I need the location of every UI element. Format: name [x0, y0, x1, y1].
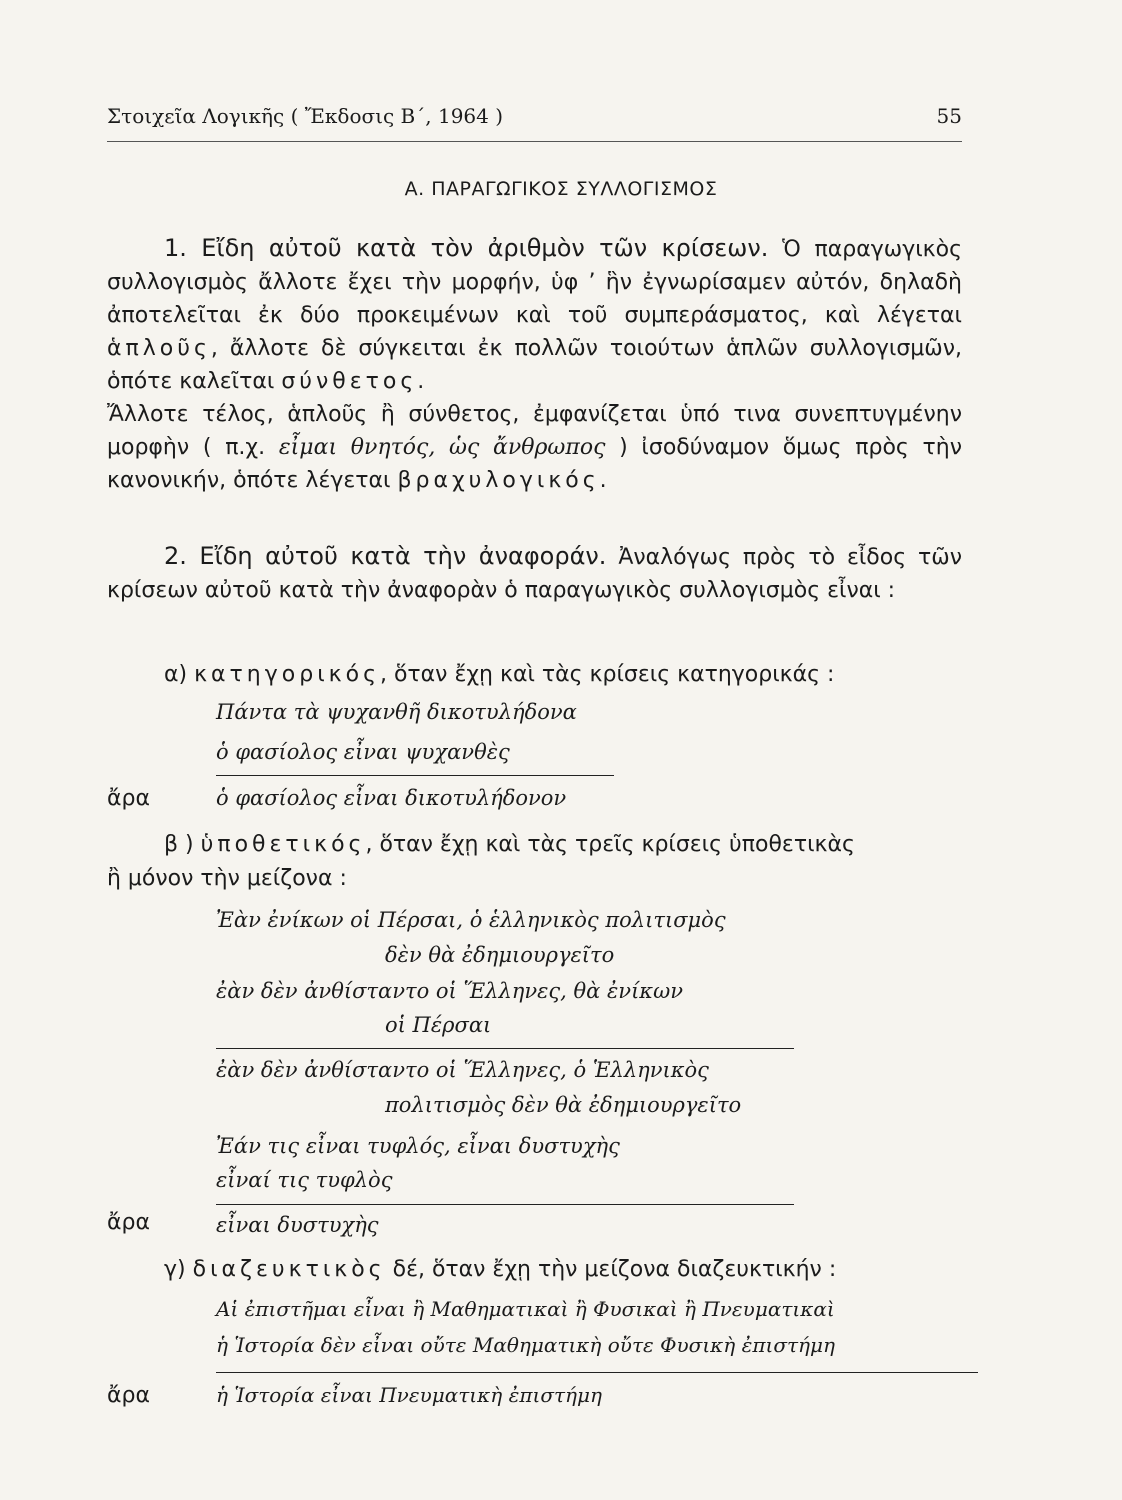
paragraph-1	[107, 232, 962, 398]
hyp-ex1-line-2: δὲν θὰ ἐδημιουργεῖτο	[385, 943, 615, 967]
hyp-ex1-line-3: ἐὰν δὲν ἀνθίσταντο οἱ Ἕλληνες, θὰ ἐνίκων	[216, 979, 683, 1003]
disjunctive-premise-2: ἡ Ἱστορία δὲν εἶναι οὔτε Μαθηματικὴ οὔτε Φυσικὴ ἐπιστήμη	[216, 1333, 836, 1357]
hyp-ex1-line-1: Ἐὰν ἐνίκων οἱ Πέρσαι, ὁ ἑλληνικὸς πολιτισμὸς	[216, 908, 726, 932]
hypothetical-text-2: ἢ μόνον τὴν μείζονα :	[107, 866, 347, 891]
hyp-ex2-ara: ἄρα	[107, 1210, 150, 1235]
hyp-ex2-conclusion: εἶναι δυστυχὴς	[216, 1213, 379, 1237]
categorical-rule	[216, 775, 614, 776]
page-number: 55	[936, 104, 962, 128]
disjunctive-text: δέ, ὅταν ἔχῃ τὴν μείζονα διαζευκτικήν :	[385, 1257, 837, 1282]
paragraph-1-text-a: Ὁ παραγωγικὸς συλλογισμὸς ἄλλοτε ἔχει τὴν μορφήν, ὑφ ’ ἣν ἐγνωρίσαμεν αὐτόν, δηλαδὴ ἀποτελεῖται ἐκ δύο προκειμένων καὶ τοῦ συμπεράσματος, καὶ λέγεται	[107, 237, 963, 328]
categorical-ara: ἄρα	[107, 786, 150, 811]
categorical-text: , ὅταν ἔχῃ καὶ τὰς κρίσεις κατηγορικάς :	[379, 662, 835, 687]
section-1	[107, 232, 962, 497]
hyp-ex2-rule	[216, 1204, 794, 1205]
hypothetical-line	[164, 832, 855, 857]
term-brachylogic: βραχυλογικός	[397, 468, 600, 493]
paragraph-3-text: Ἀναλόγως πρὸς τὸ εἶδος τῶν κρίσεων αὐτοῦ κατὰ τὴν ἀναφορὰν ὁ παραγωγικὸς συλλογισμὸς εἶναι :	[107, 545, 962, 603]
hypothetical-text: , ὅταν ἔχῃ καὶ τὰς τρεῖς κρίσεις ὑποθετικὰς	[365, 832, 855, 857]
paragraph-1-text-c: .	[417, 369, 425, 394]
disjunctive-line	[164, 1257, 836, 1282]
paragraph-2-text-a: Ἄλλοτε τέλος, ἁπλοῦς ἢ σύνθετος, ἐμφανίζεται ὑπό τινα συνεπτυγμένην μορφὴν ( π.χ.	[107, 402, 962, 460]
term-simple: ἁπλοῦς	[107, 336, 211, 361]
section-2	[107, 540, 962, 607]
running-head	[107, 104, 962, 128]
hypothetical-label: β )	[164, 832, 194, 857]
term-disjunctive: διαζευκτικὸς	[192, 1257, 386, 1282]
section-1-heading: 1. Εἴδη αὐτοῦ κατὰ τὸν ἀριθμὸν τῶν κρίσεων.	[164, 234, 769, 262]
hyp-ex2-premise-2: εἶναί τις τυφλὸς	[216, 1168, 393, 1192]
book-title: Στοιχεῖα Λογικῆς ( Ἔκδοσις Β΄, 1964 )	[107, 104, 504, 128]
paragraph-2-text-b: ) ἰσοδύναμον ὅμως πρὸς τὴν κανονικήν, ὁπότε λέγεται	[107, 435, 963, 493]
categorical-label: α)	[164, 662, 188, 687]
example-brachylogic: εἶμαι θνητός, ὡς ἄνθρωπος	[278, 435, 606, 460]
categorical-premise-1: Πάντα τὰ ψυχανθῆ δικοτυλήδονα	[216, 700, 577, 724]
categorical-premise-2: ὁ φασίολος εἶναι ψυχανθὲς	[216, 740, 510, 764]
section-title: Α. ΠΑΡΑΓΩΓΙΚΟΣ ΣΥΛΛΟΓΙΣΜΟΣ	[404, 178, 718, 200]
header-rule	[107, 141, 962, 142]
paragraph-2-text-c: .	[599, 468, 607, 493]
categorical-line	[164, 662, 834, 687]
paragraph-1-text-b: , ἄλλοτε δὲ σύγκειται ἐκ πολλῶν τοιούτων ἁπλῶν συλλογισμῶν, ὁπότε καλεῖται	[107, 336, 962, 394]
disjunctive-rule	[216, 1372, 978, 1373]
term-compound: σύνθετος	[281, 369, 418, 394]
disjunctive-conclusion: ἡ Ἱστορία εἶναι Πνευματικὴ ἐπιστήμη	[216, 1383, 602, 1407]
hyp-ex1-conclusion-2: πολιτισμὸς δὲν θὰ ἐδημιουργεῖτο	[385, 1093, 742, 1117]
paragraph-2	[107, 398, 962, 497]
hyp-ex2-premise-1: Ἐάν τις εἶναι τυφλός, εἶναι δυστυχὴς	[216, 1134, 620, 1158]
hyp-ex1-line-4: οἱ Πέρσαι	[385, 1013, 492, 1037]
hyp-ex1-conclusion-1: ἐὰν δὲν ἀνθίσταντο οἱ Ἕλληνες, ὁ Ἑλληνικὸς	[216, 1058, 709, 1082]
section-2-heading: 2. Εἴδη αὐτοῦ κατὰ τὴν ἀναφοράν.	[164, 542, 607, 570]
term-categorical: κατηγορικός	[194, 662, 380, 687]
paragraph-3	[107, 540, 962, 607]
categorical-conclusion: ὁ φασίολος εἶναι δικοτυλήδονον	[216, 786, 567, 810]
disjunctive-ara: ἄρα	[107, 1383, 150, 1408]
hyp-ex1-rule	[216, 1048, 794, 1049]
term-hypothetical: ὑποθετικός	[200, 832, 366, 857]
disjunctive-premise-1: Αἱ ἐπιστῆμαι εἶναι ἢ Μαθηματικαὶ ἢ Φυσικαὶ ἢ Πνευματικαὶ	[216, 1297, 835, 1321]
disjunctive-label: γ)	[164, 1257, 186, 1282]
